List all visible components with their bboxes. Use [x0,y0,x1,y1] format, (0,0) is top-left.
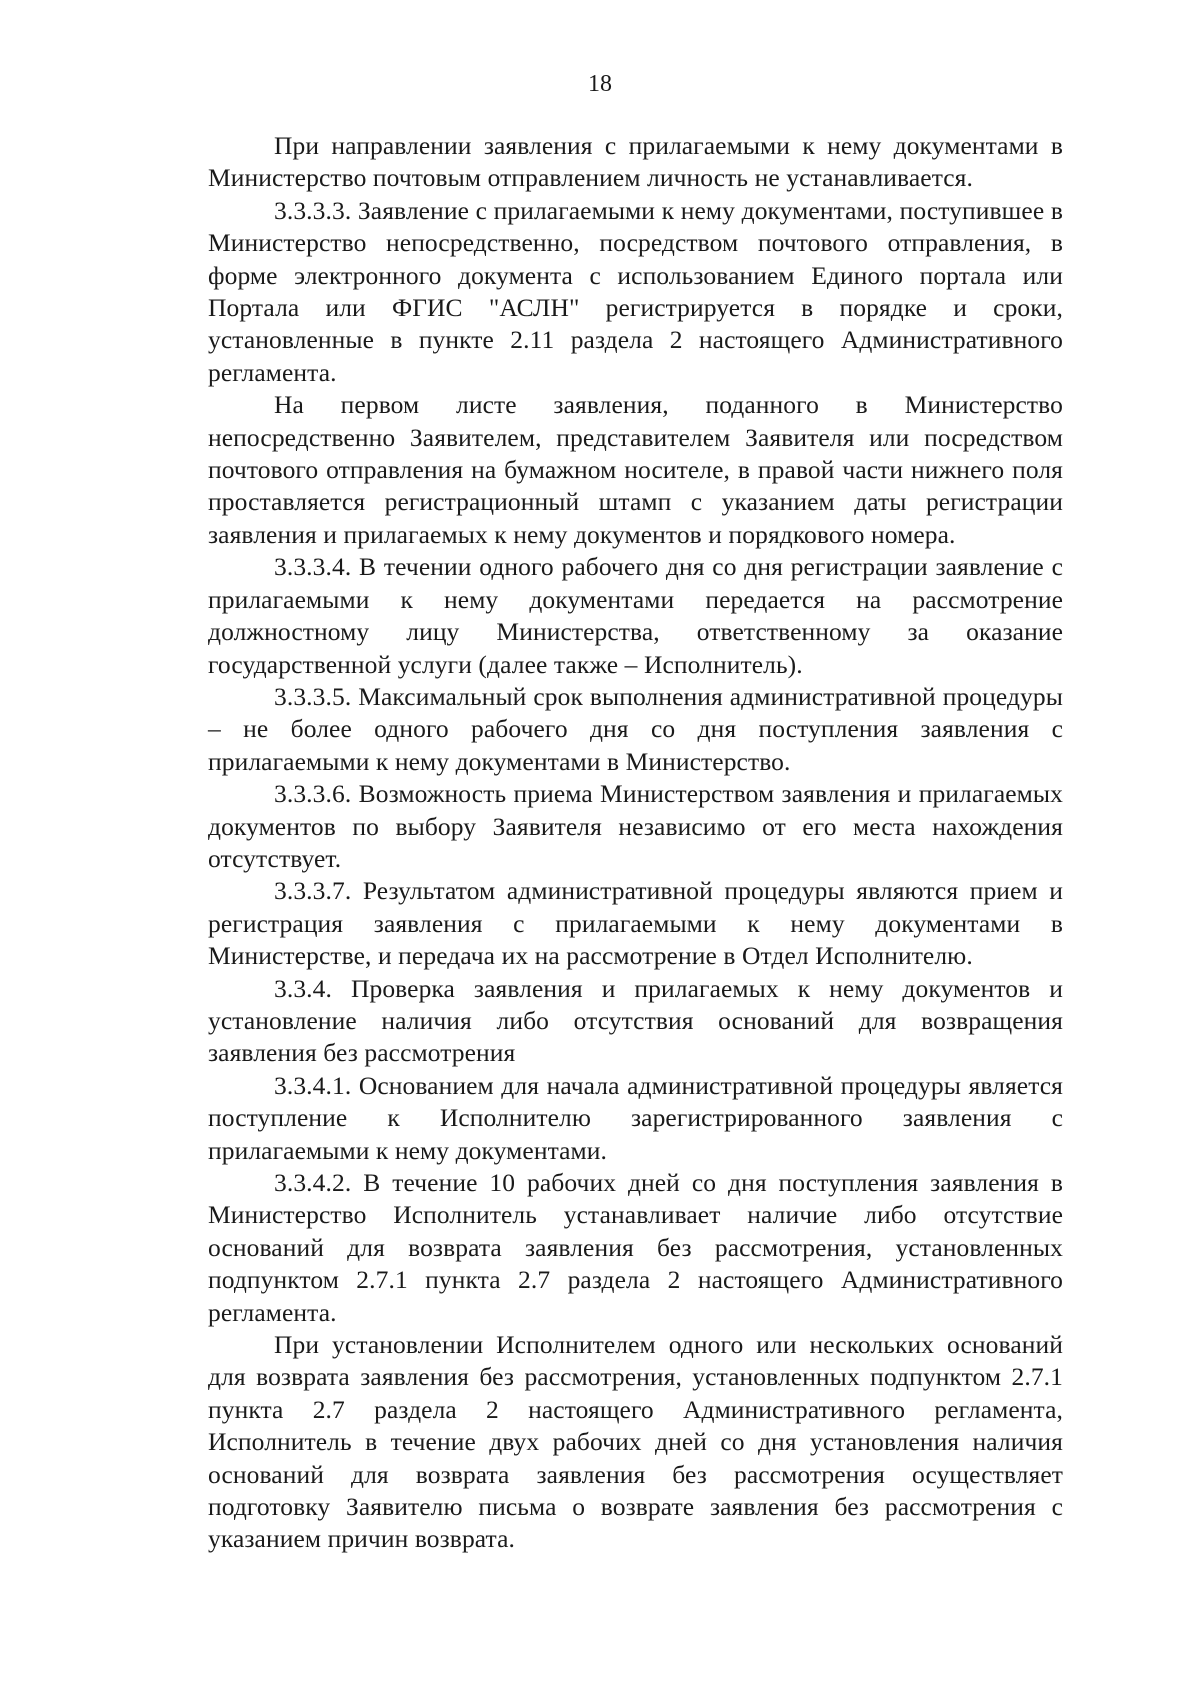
document-body [208,130,1063,1556]
paragraph: 3.3.3.6. Возможность приема Министерством заявления и прилагаемых документов по выбору Заявителя независимо от его места нахождения отсутствует. [208,779,1063,873]
paragraph: 3.3.3.4. В течении одного рабочего дня со дня регистрации заявление с прилагаемыми к нему документами передается на рассмотрение должностному лицу Министерства, ответственному за оказание государственной услуги (далее также – Исполнитель). [208,552,1063,679]
paragraph: 3.3.3.3. Заявление с прилагаемыми к нему документами, поступившее в Министерство непосредственно, посредством почтового отправления, в форме электронного документа с использованием Единого портала или Портала или ФГИС "АСЛН" регистрируется в порядке и сроки, установленные в пункте 2.11 раздела 2 настоящего Административного регламента. [208,195,1063,387]
page-number: 18 [588,71,612,97]
paragraph: 3.3.3.7. Результатом административной процедуры являются прием и регистрация заявления с прилагаемыми к нему документами в Министерстве, и передача их на рассмотрение в Отдел Исполнителю. [208,876,1063,971]
paragraph: 3.3.3.5. Максимальный срок выполнения административной процедуры – не более одного рабочего дня со дня поступления заявления с прилагаемыми к нему документами в Министерство. [208,681,1063,776]
paragraph: На первом листе заявления, поданного в Министерство непосредственно Заявителем, представителем Заявителя или посредством почтового отправления на бумажном носителе, в правой части нижнего поля проставляется регистрационный штамп с указанием даты регистрации заявления и прилагаемых к нему документов и порядкового номера. [208,390,1063,549]
paragraph: 3.3.4.2. В течение 10 рабочих дней со дня поступления заявления в Министерство Исполнитель устанавливает наличие либо отсутствие оснований для возврата заявления без рассмотрения, установленных подпунктом 2.7.1 пункта 2.7 раздела 2 настоящего Административного регламента. [208,1168,1063,1327]
paragraph: 3.3.4.1. Основанием для начала административной процедуры является поступление к Исполнителю зарегистрированного заявления с прилагаемыми к нему документами. [208,1070,1063,1165]
paragraph: При установлении Исполнителем одного или нескольких оснований для возврата заявления без рассмотрения, установленных подпунктом 2.7.1 пункта 2.7 раздела 2 настоящего Административного регламента, Исполнитель в течение двух рабочих дней со дня установления наличия оснований для возврата заявления без рассмотрения осуществляет подготовку Заявителю письма о возврате заявления без рассмотрения с указанием причин возврата. [208,1330,1063,1554]
paragraph: При направлении заявления с прилагаемыми к нему документами в Министерство почтовым отправлением личность не устанавливается. [208,131,1063,193]
paragraph: 3.3.4. Проверка заявления и прилагаемых к нему документов и установление наличия либо отсутствия оснований для возвращения заявления без рассмотрения [208,973,1063,1068]
